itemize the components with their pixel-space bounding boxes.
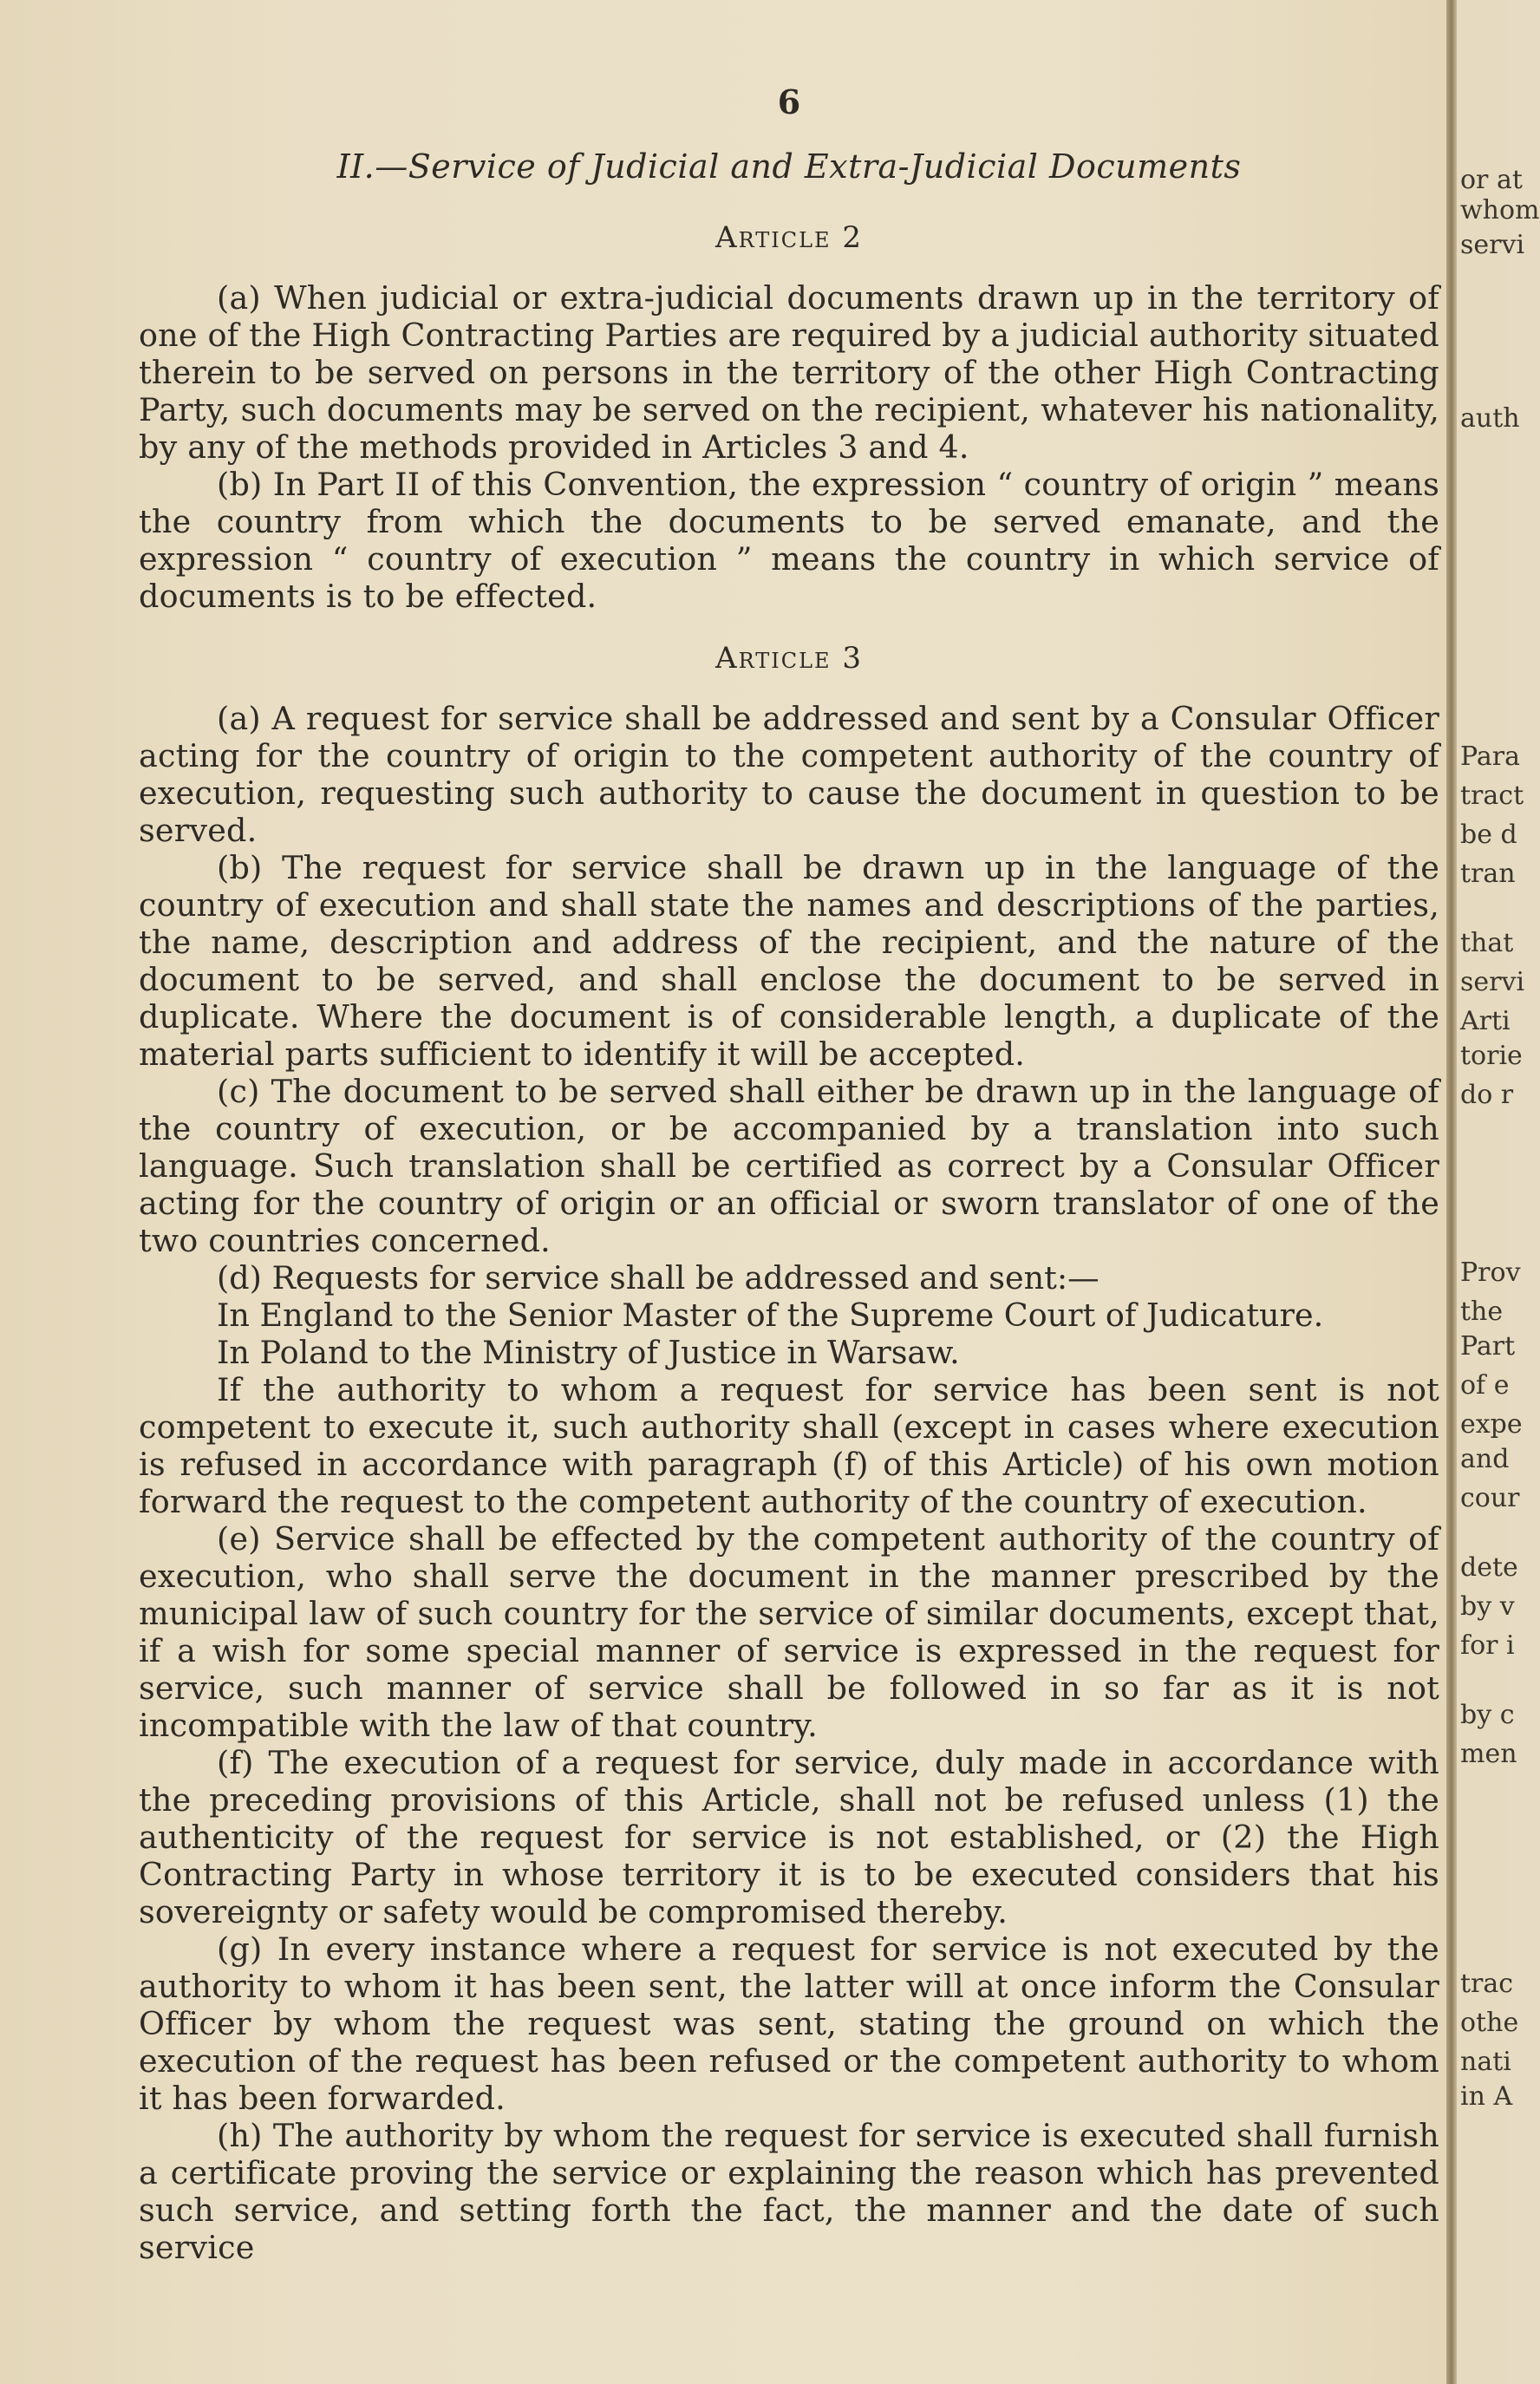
adjacent-fragment: whom [1460, 195, 1540, 225]
adjacent-fragment: Arti [1460, 1006, 1511, 1036]
book-spine [1446, 0, 1457, 2384]
paragraph: (b) The request for service shall be drawn up in the language of the country of execution and shall state the names and descriptions of the parties, the name, description and address of the recipient, and the nature of the document to be served, and shall enclose the document to be served in duplicate. Where the document is of considerable length, a duplicate of the material parts sufficient to identify it will be accepted. [139, 849, 1439, 1073]
paragraph: (a) When judicial or extra-judicial documents drawn up in the territory of one of the High Contracting Parties are required by a judicial authority situated therein to be served on persons in the territory of the other High Contracting Party, such documents may be served on the recipient, whatever his nationality, by any of the methods provided in Articles 3 and 4. [139, 279, 1439, 466]
paragraph: In England to the Senior Master of the Supreme Court of Judicature. [217, 1297, 1324, 1334]
adjacent-fragment: that [1460, 928, 1514, 958]
paragraph: (h) The authority by whom the request for service is executed shall furnish a certificate proving the service or explaining the reason which has prevented such service, and setting forth the fact, the manner and the date of such service [139, 2117, 1439, 2266]
paragraph: (a) A request for service shall be addressed and sent by a Consular Officer acting for the country of origin to the competent authority of the country of execution, requesting such authority to cause the document in question to be served. [139, 700, 1439, 849]
adjacent-fragment: othe [1460, 2008, 1519, 2038]
adjacent-fragment: Para [1460, 741, 1520, 772]
adjacent-fragment: trac [1460, 1969, 1514, 1999]
adjacent-fragment: of e [1460, 1370, 1510, 1401]
adjacent-fragment: tran [1460, 859, 1516, 889]
adjacent-fragment: Prov [1460, 1257, 1521, 1288]
adjacent-fragment: for i [1460, 1630, 1515, 1661]
article-heading: Article 2 [715, 220, 863, 255]
adjacent-fragment: tract [1460, 781, 1524, 811]
paragraph: (b) In Part II of this Convention, the expression “ country of origin ” means the country from which the documents to be served emanate, and the expression “ country of execution ” means the country in which service of documents is to be effected. [139, 466, 1439, 615]
adjacent-fragment: and [1460, 1444, 1510, 1474]
adjacent-fragment: nati [1460, 2047, 1511, 2077]
adjacent-fragment: the [1460, 1297, 1504, 1327]
paragraph: (f) The execution of a request for service, duly made in accordance with the preceding provisions of this Article, shall not be refused unless (1) the authenticity of the request for service is not established, or (2) the High Contracting Party in whose territory it is to be executed considers that his sovereignty or safety would be compromised thereby. [139, 1744, 1439, 1930]
adjacent-page-edge [1457, 0, 1540, 2384]
paragraph: (d) Requests for service shall be addressed and sent:— [217, 1259, 1100, 1297]
adjacent-fragment: by c [1460, 1700, 1515, 1730]
adjacent-fragment: dete [1460, 1552, 1518, 1583]
adjacent-fragment: Part [1460, 1331, 1516, 1362]
adjacent-fragment: auth [1460, 403, 1520, 434]
page-content [139, 82, 1439, 2266]
adjacent-fragment: cour [1460, 1483, 1520, 1513]
paragraph: If the authority to whom a request for service has been sent is not competent to execute it, such authority shall (except in cases where execution is refused in accordance with paragraph (f) of this Article) of his own motion forward the request to the competent authority of the country of execution. [139, 1371, 1439, 1520]
adjacent-fragment: servi [1460, 230, 1525, 260]
paragraph: (e) Service shall be effected by the competent authority of the country of execution, who shall serve the document in the manner prescribed by the municipal law of such country for the service of similar documents, except that, if a wish for some special manner of service is expressed in the request for service, such manner of service shall be followed in so far as it is not incompatible with the law of that country. [139, 1520, 1439, 1744]
adjacent-fragment: servi [1460, 967, 1525, 997]
adjacent-fragment: men [1460, 1739, 1517, 1769]
adjacent-fragment: do r [1460, 1080, 1514, 1110]
paragraph: (c) The document to be served shall either be drawn up in the language of the country of execution, or be accompanied by a translation into such language. Such translation shall be certified as correct by a Consular Officer acting for the country of origin or an official or sworn translator of one of the two countries concerned. [139, 1073, 1439, 1259]
adjacent-fragment: expe [1460, 1409, 1523, 1440]
adjacent-fragment: or at [1460, 165, 1523, 195]
section-title: II.—Service of Judicial and Extra-Judicial Documents [336, 147, 1242, 186]
page-number: 6 [777, 82, 801, 121]
adjacent-fragment: torie [1460, 1041, 1523, 1071]
adjacent-fragment: in A [1460, 2081, 1513, 2112]
paragraph: In Poland to the Ministry of Justice in Warsaw. [217, 1334, 960, 1371]
adjacent-fragment: by v [1460, 1591, 1515, 1622]
article-heading: Article 3 [715, 641, 863, 676]
paragraph: (g) In every instance where a request for service is not executed by the authority to whom it has been sent, the latter will at once inform the Consular Officer by whom the request was sent, stating the ground on which the execution of the request has been refused or the competent authority to whom it has been forwarded. [139, 1930, 1439, 2117]
adjacent-fragment: be d [1460, 820, 1517, 850]
